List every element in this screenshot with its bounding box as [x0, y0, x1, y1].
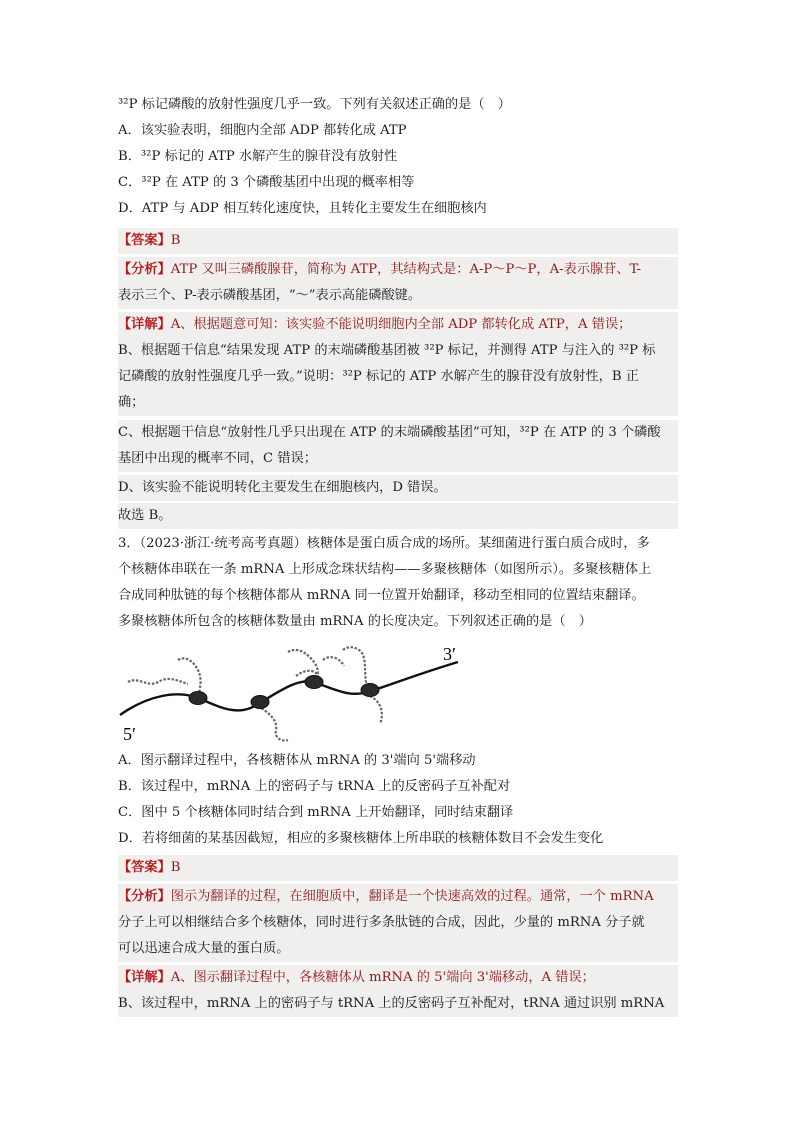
- peptide-chains: [128, 647, 382, 740]
- answer-tag: 【答案】: [118, 233, 171, 248]
- q2-detail-line3: 记磷酸的放射性强度几乎一致。”说明：³²P 标记的 ATP 水解产生的腺苷没有放射性，B 正: [118, 364, 678, 390]
- answer-value: B: [170, 860, 181, 875]
- q3-analysis-line2: 分子上可以相继结合多个核糖体，同时进行多条肽链的合成，因此，少量的 mRNA 分子就: [118, 910, 678, 936]
- q3-option-b: B．该过程中，mRNA 上的密码子与 tRNA 上的反密码子互补配对: [118, 779, 511, 794]
- q3-stem-line4: 多聚核糖体所包含的核糖体数量由 mRNA 的长度决定。下列叙述正确的是（ ）: [118, 614, 592, 629]
- ribosomes: [189, 676, 379, 709]
- q2-detail-line2: B、根据题干信息“结果发现 ATP 的末端磷酸基团被 ³²P 标记，并测得 ATP 与注入的 ³²P 标: [118, 338, 678, 364]
- ribosome-2: [251, 696, 269, 709]
- label-3prime: 3′: [443, 644, 456, 664]
- q3-detail-line2: B、该过程中，mRNA 上的密码子与 tRNA 上的反密码子互补配对，tRNA 通过识别 mRNA: [118, 991, 678, 1017]
- analysis-tag: 【分析】: [118, 889, 171, 904]
- q2-analysis-line1: [118, 257, 678, 283]
- ribosome-4: [361, 684, 379, 697]
- q2-detail-line6: 基团中出现的概率不同，C 错误；: [118, 446, 678, 472]
- detail-tag: 【详解】: [118, 970, 171, 985]
- label-5prime: 5′: [123, 724, 136, 744]
- q2-detail-line5: C、根据题干信息“放射性几乎只出现在 ATP 的末端磷酸基团”可知，³²P 在 ATP 的 3 个磷酸: [118, 420, 678, 446]
- analysis-tag: 【分析】: [118, 262, 171, 277]
- q3-stem-line2: 个核糖体串联在一条 mRNA 上形成念珠状结构——多聚核糖体（如图所示）。多聚核糖体上: [118, 562, 652, 577]
- detail-text: A、图示翻译过程中，各核糖体从 mRNA 的 5'端向 3'端移动，A 错误；: [170, 970, 595, 985]
- answer-tag: 【答案】: [118, 860, 171, 875]
- q2-detail-line8: 故选 B。: [118, 503, 678, 529]
- q2-answer: [118, 228, 678, 254]
- analysis-text: ATP 又叫三磷酸腺苷，简称为 ATP，其结构式是：A-P～P～P，A-表示腺苷、T-: [170, 262, 642, 277]
- q3-stem-line1: 3．（2023·浙江·统考高考真题）核糖体是蛋白质合成的场所。某细菌进行蛋白质合成时，多: [118, 536, 650, 551]
- polyribosome-figure: [118, 640, 478, 745]
- q3-stem-line3: 合成同种肽链的每个核糖体都从 mRNA 同一位置开始翻译，移动至相同的位置结束翻译。: [118, 588, 645, 603]
- q2-option-d: D．ATP 与 ADP 相互转化速度快，且转化主要发生在细胞核内: [118, 201, 487, 216]
- q3-option-d: D．若将细菌的某基因截短，相应的多聚核糖体上所串联的核糖体数目不会发生变化: [118, 831, 604, 846]
- analysis-text: 图示为翻译的过程，在细胞质中，翻译是一个快速高效的过程。通常，一个 mRNA: [170, 889, 654, 904]
- q3-option-a: A．图示翻译过程中，各核糖体从 mRNA 的 3'端向 5'端移动: [118, 753, 476, 768]
- q3-detail-line1: [118, 965, 678, 991]
- q2-option-c: C．³²P 在 ATP 的 3 个磷酸基团中出现的概率相等: [118, 175, 415, 190]
- q3-analysis-line3: 可以迅速合成大量的蛋白质。: [118, 936, 678, 962]
- q2-detail-line1: [118, 312, 678, 338]
- detail-tag: 【详解】: [118, 317, 171, 332]
- q2-detail-line7: D、该实验不能说明转化主要发生在细胞核内，D 错误。: [118, 475, 678, 501]
- answer-value: B: [170, 233, 181, 248]
- q2-analysis-line2: 表示三个、P-表示磷酸基团，“～”表示高能磷酸键。: [118, 283, 678, 309]
- q2-option-a: A．该实验表明，细胞内全部 ADP 都转化成 ATP: [118, 123, 407, 138]
- q3-answer: [118, 855, 678, 881]
- ribosome-1: [189, 692, 207, 705]
- mrna-strand: [120, 662, 458, 715]
- q3-analysis-line1: [118, 884, 678, 910]
- q2-option-b: B．³²P 标记的 ATP 水解产生的腺苷没有放射性: [118, 149, 398, 164]
- q2-stem-tail: ³²P 标记磷酸的放射性强度几乎一致。下列有关叙述正确的是（ ）: [118, 97, 511, 112]
- q2-detail-line4: 确；: [118, 390, 678, 416]
- q3-option-c: C．图中 5 个核糖体同时结合到 mRNA 上开始翻译，同时结束翻译: [118, 805, 514, 820]
- ribosome-3: [305, 676, 323, 689]
- detail-text: A、根据题意可知：该实验不能说明细胞内全部 ADP 都转化成 ATP，A 错误；: [170, 317, 632, 332]
